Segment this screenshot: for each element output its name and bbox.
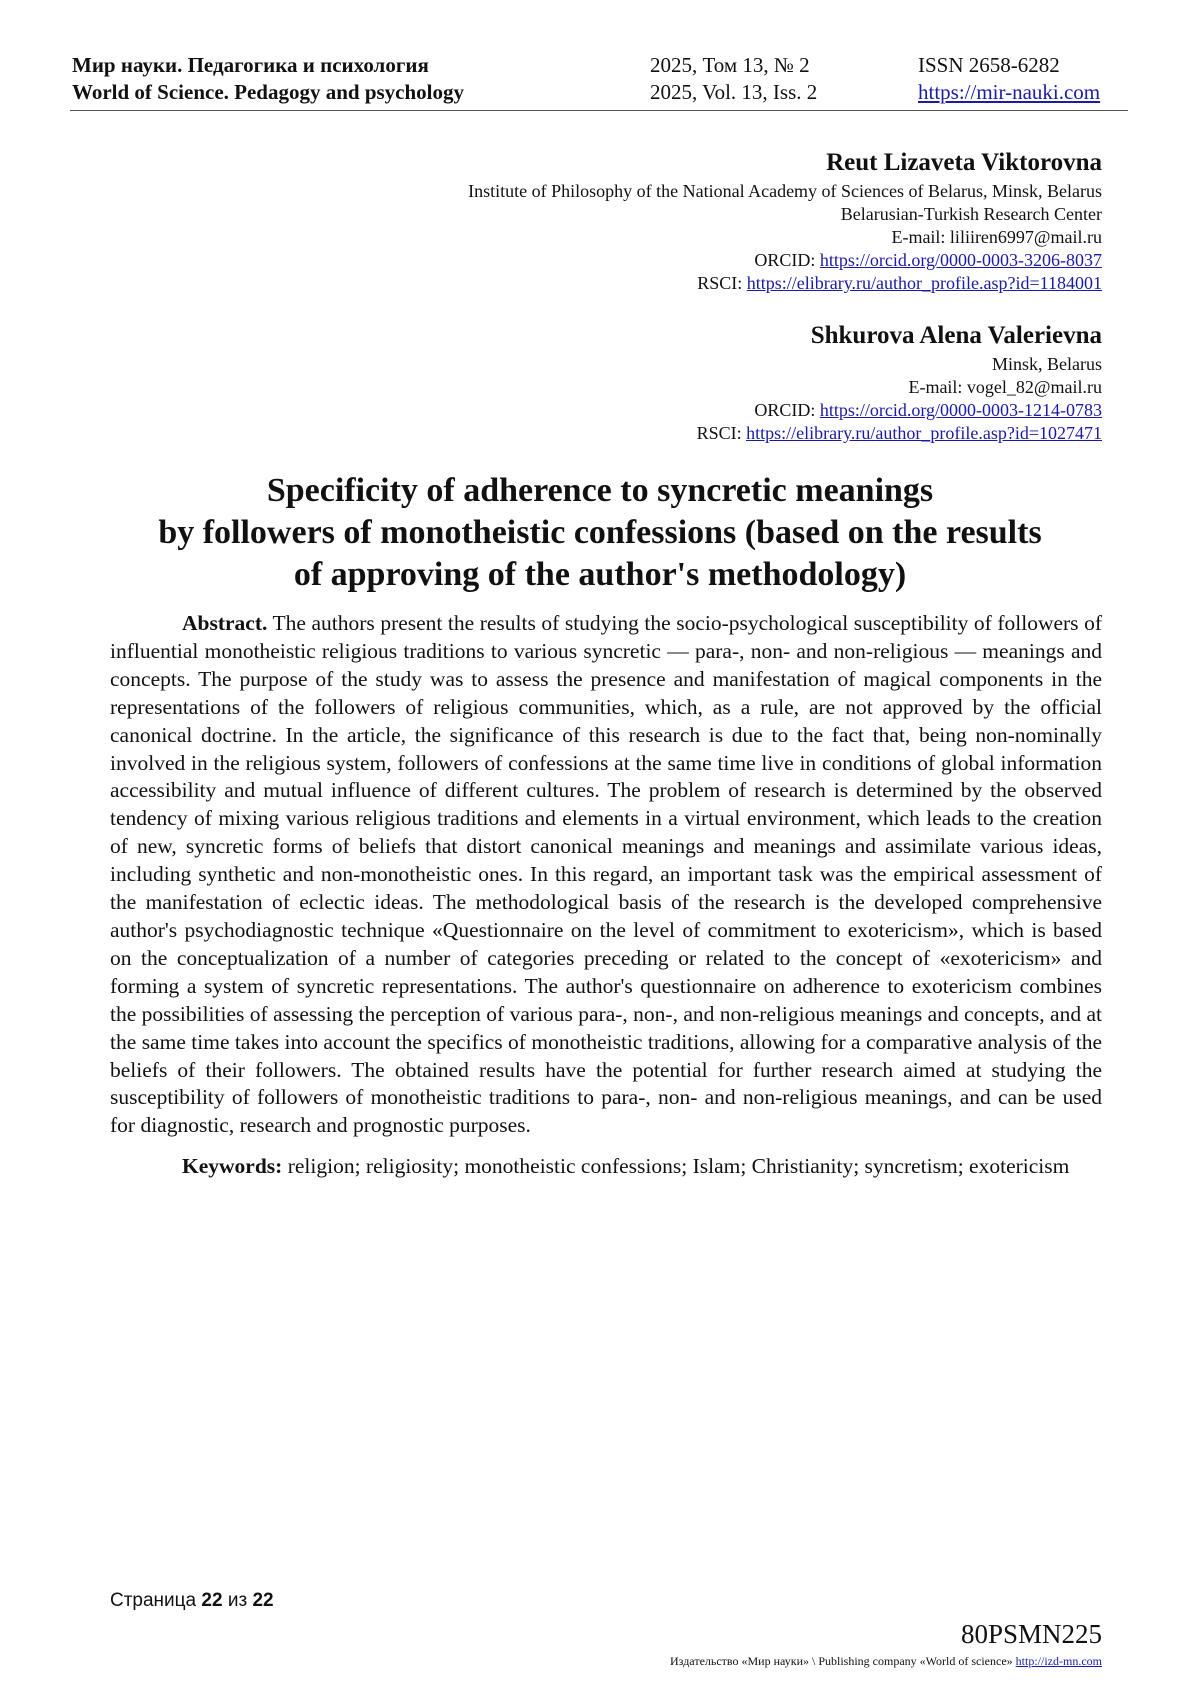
- author-affiliation-2: Belarusian-Turkish Research Center: [840, 204, 1102, 224]
- journal-name-en: World of Science. Pedagogy and psychology: [72, 80, 465, 104]
- author-rsci: RSCI: https://elibrary.ru/author_profile.asp?id=1184001: [697, 273, 1102, 293]
- article-code: 80PSMN225: [960, 1619, 1102, 1649]
- journal-website-link[interactable]: https://mir-nauki.com: [918, 80, 1101, 104]
- current-page: 22: [201, 1590, 223, 1611]
- author-email: E-mail: liliiren6997@mail.ru: [891, 227, 1102, 247]
- author-orcid: ORCID: https://orcid.org/0000-0003-1214-0783: [754, 400, 1102, 420]
- publisher-line: Издательство «Мир науки» \ Publishing company «World of science» http://izd-mn.com: [670, 1654, 1102, 1668]
- author-rsci: RSCI: https://elibrary.ru/author_profile.asp?id=1027471: [696, 423, 1102, 443]
- keywords-label: Keywords:: [182, 1154, 283, 1179]
- abstract-section: [110, 610, 1102, 1181]
- author-affiliation: Institute of Philosophy of the National Academy of Sciences of Belarus, Minsk, Belarus: [468, 181, 1102, 201]
- issue-ru: 2025, Том 13, № 2: [650, 53, 810, 77]
- title-line: Specificity of adherence to syncretic meanings: [266, 472, 934, 509]
- keywords-text: religion; religiosity; monotheistic confessions; Islam; Christianity; syncretism; exotericism: [282, 1154, 1070, 1179]
- header-row-english: [72, 79, 1128, 106]
- orcid-link[interactable]: https://orcid.org/0000-0003-3206-8037: [819, 250, 1102, 270]
- rsci-link[interactable]: https://elibrary.ru/author_profile.asp?id=1027471: [746, 423, 1102, 443]
- header-divider: [70, 110, 1128, 111]
- author-orcid: ORCID: https://orcid.org/0000-0003-3206-8037: [754, 250, 1102, 270]
- issue-en: 2025, Vol. 13, Iss. 2: [650, 80, 818, 104]
- page-counter: Страница 22 из 22: [110, 1590, 274, 1611]
- keywords-paragraph: [110, 1153, 1102, 1181]
- author-location: Minsk, Belarus: [992, 354, 1102, 374]
- journal-header: [72, 52, 1128, 106]
- orcid-link[interactable]: https://orcid.org/0000-0003-1214-0783: [819, 400, 1102, 420]
- article-title: [90, 470, 1110, 596]
- author-block-1: [468, 147, 1102, 295]
- abstract-text: The authors present the results of studying the socio-psychological susceptibility of followers of influential monotheistic religious traditions to various syncretic — para-, non- and non-religious — meanings and concepts. The purpose of the study was to assess the presence and manifestation of magical components in the representations of the followers of religious communities, which, as a rule, are not approved by the official canonical doctrine. In the article, the significance of this research is due to the fact that, being non-nominally involved in the religious system, followers of confessions at the same time live in conditions of global information accessibility and mutual influence of different cultures. The problem of research is determined by the observed tendency of mixing various religious traditions and elements in a virtual environment, which leads to the creation of new, syncretic forms of beliefs that distort canonical meanings and meanings and assimilate various ideas, including synthetic and non-monotheistic ones. In this regard, an important task was the empirical assessment of the manifestation of eclectic ideas. The methodological basis of the research is the developed comprehensive author's psychodiagnostic technique «Questionnaire on the level of commitment to exotericism», which is based on the conceptualization of a number of categories preceding or related to the concept of «exotericism» and forming a system of syncretic representations. The author's questionnaire on adherence to exotericism combines the possibilities of assessing the perception of various para-, non-, and non-religious meanings and concepts, and at the same time takes into account the specifics of monotheistic traditions, allowing for a comparative analysis of the beliefs of their followers. The obtained results have the potential for further research aimed at studying the susceptibility of followers of monotheistic traditions to para-, non- and non-religious meanings, and can be used for diagnostic, research and prognostic purposes.: [110, 611, 1102, 1138]
- title-line: of approving of the author's methodology): [293, 556, 907, 593]
- total-pages: 22: [252, 1590, 274, 1611]
- publisher-link[interactable]: http://izd-mn.com: [1015, 1654, 1102, 1668]
- issn: ISSN 2658-6282: [918, 53, 1060, 77]
- header-row-russian: [72, 52, 1128, 79]
- author-name: Reut Lizaveta Viktorovna: [826, 149, 1102, 176]
- author-name: Shkurova Alena Valerievna: [810, 322, 1102, 349]
- abstract-paragraph: [110, 610, 1102, 1140]
- author-block-2: [697, 320, 1102, 445]
- journal-name-ru: Мир науки. Педагогика и психология: [72, 53, 429, 77]
- title-line: by followers of monotheistic confessions (based on the results: [158, 514, 1042, 551]
- rsci-link[interactable]: https://elibrary.ru/author_profile.asp?id=1184001: [746, 273, 1102, 293]
- author-email: E-mail: vogel_82@mail.ru: [908, 377, 1102, 397]
- abstract-label: Abstract.: [182, 611, 268, 635]
